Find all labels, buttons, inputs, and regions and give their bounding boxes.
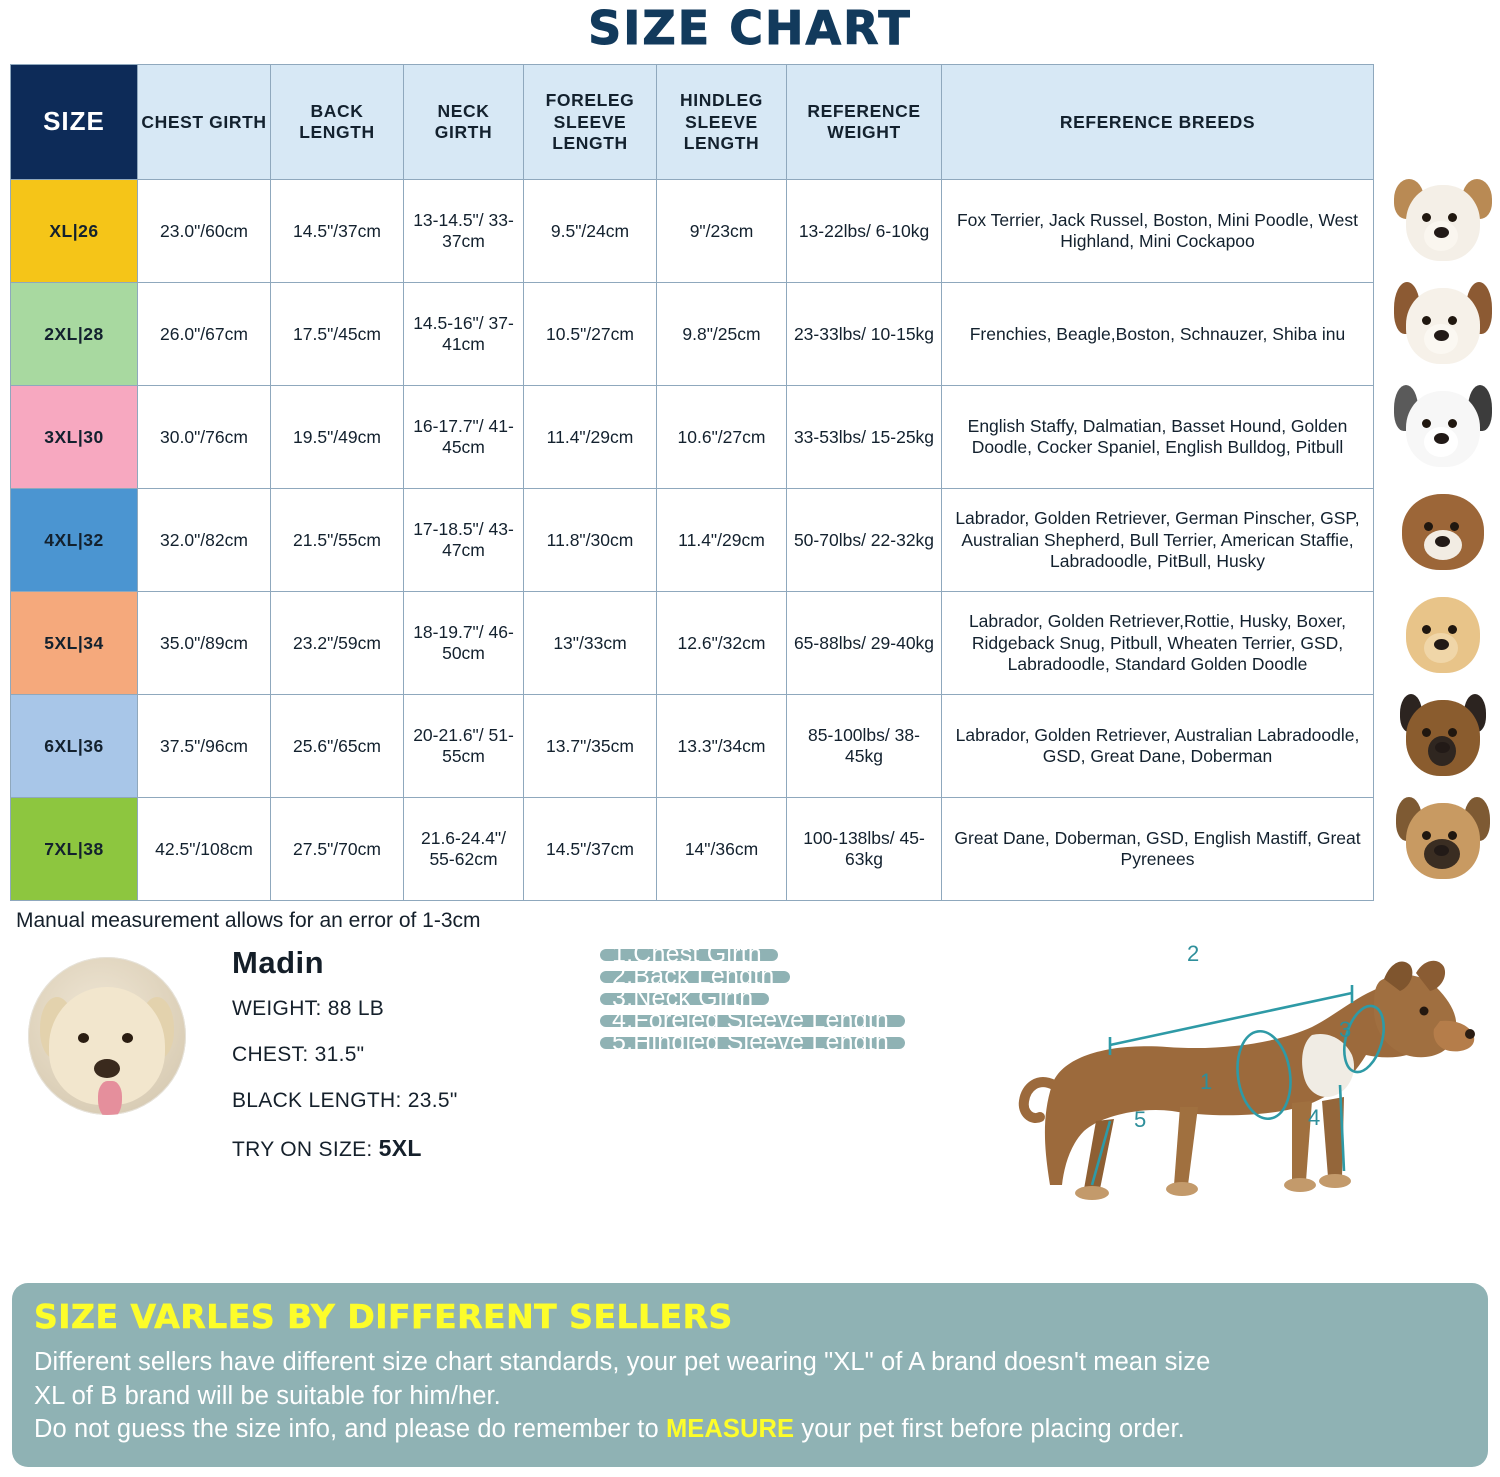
breed-photo-jack-russell-terrier (1388, 177, 1498, 265)
cell-weight: 100-138lbs/ 45-63kg (787, 798, 942, 901)
cell-neck: 13-14.5"/ 33-37cm (404, 180, 524, 283)
column-header-reference-weight: REFERENCE WEIGHT (787, 65, 942, 180)
measurement-diagram (992, 935, 1492, 1235)
column-header-back-length: BACK LENGTH (271, 65, 404, 180)
try-on-size-value: 5XL (378, 1135, 422, 1162)
cell-breeds: Frenchies, Beagle,Boston, Schnauzer, Shiba inu (942, 283, 1374, 386)
cell-breeds: English Staffy, Dalmatian, Basset Hound, Golden Doodle, Cocker Spaniel, English Bulldog, Pitbull (942, 386, 1374, 489)
cell-back: 27.5"/70cm (271, 798, 404, 901)
cell-hindleg: 14"/36cm (657, 798, 787, 901)
cell-hindleg: 9"/23cm (657, 180, 787, 283)
cell-breeds: Fox Terrier, Jack Russel, Boston, Mini Poodle, West Highland, Mini Cockapoo (942, 180, 1374, 283)
cell-size: XL|26 (11, 180, 138, 283)
model-dog-avatar (28, 957, 186, 1115)
cell-hindleg: 9.8"/25cm (657, 283, 787, 386)
diagram-number-5: 5 (1134, 1107, 1147, 1133)
cell-size: 3XL|30 (11, 386, 138, 489)
model-back-length: BLACK LENGTH: 23.5" (232, 1089, 458, 1113)
diagram-number-3: 3 (1339, 1017, 1352, 1043)
cell-breeds: Labrador, Golden Retriever,Rottie, Husky, Boxer, Ridgeback Snug, Pitbull, Wheaten Terrier, GSD, Labradoodle, Standard Golden Doodle (942, 592, 1374, 695)
breed-photo-great-dane (1388, 795, 1498, 883)
table-row (11, 283, 1374, 386)
cell-weight: 65-88lbs/ 29-40kg (787, 592, 942, 695)
legend-item-foreleg-sleeve-length: 4.Foreleg Sleeve Length (600, 1015, 905, 1027)
cell-size: 2XL|28 (11, 283, 138, 386)
page-title: SIZE CHART (588, 1, 912, 55)
table-row (11, 180, 1374, 283)
cell-neck: 18-19.7"/ 46-50cm (404, 592, 524, 695)
legend-item-back-length: 2.Back Length (600, 971, 790, 983)
legend-item-hindleg-sleeve-length: 5.Hindleg Sleeve Length (600, 1037, 905, 1049)
cell-back: 17.5"/45cm (271, 283, 404, 386)
model-and-legend-section (0, 935, 1500, 1245)
cell-weight: 33-53lbs/ 15-25kg (787, 386, 942, 489)
try-on-label: TRY ON SIZE: (232, 1138, 373, 1162)
cell-neck: 21.6-24.4"/ 55-62cm (404, 798, 524, 901)
cell-foreleg: 9.5"/24cm (524, 180, 657, 283)
table-row (11, 386, 1374, 489)
model-info (232, 945, 458, 1184)
cell-neck: 16-17.7"/ 41-45cm (404, 386, 524, 489)
seller-size-warning-banner (12, 1283, 1488, 1467)
model-name: Madin (232, 945, 325, 981)
banner-measure-highlight: MEASURE (665, 1415, 795, 1444)
breed-photo-beagle (1388, 280, 1498, 368)
cell-chest: 23.0"/60cm (138, 180, 271, 283)
cell-size: 5XL|34 (11, 592, 138, 695)
table-row (11, 592, 1374, 695)
breed-photo-dalmatian (1388, 383, 1498, 471)
cell-foreleg: 13"/33cm (524, 592, 657, 695)
banner-line-1: Different sellers have different size chart standards, your pet wearing "XL" of A brand doesn't mean size (34, 1348, 1211, 1377)
model-weight: WEIGHT: 88 LB (232, 997, 385, 1021)
cell-chest: 26.0"/67cm (138, 283, 271, 386)
cell-weight: 50-70lbs/ 22-32kg (787, 489, 942, 592)
banner-line-3 (34, 1413, 1466, 1447)
cell-hindleg: 12.6"/32cm (657, 592, 787, 695)
breed-thumbnail-column (1388, 177, 1500, 898)
cell-size: 7XL|38 (11, 798, 138, 901)
banner-line-3-suffix: your pet first before placing order. (794, 1415, 1185, 1444)
cell-size: 6XL|36 (11, 695, 138, 798)
legend-item-neck-girth: 3.Neck Girth (600, 993, 769, 1005)
measurement-legend (600, 940, 905, 1059)
cell-breeds: Labrador, Golden Retriever, Australian Labradoodle, GSD, Great Dane, Doberman (942, 695, 1374, 798)
banner-line-3-prefix: Do not guess the size info, and please do remember to (34, 1415, 666, 1444)
cell-back: 19.5"/49cm (271, 386, 404, 489)
model-chest: CHEST: 31.5" (232, 1043, 365, 1067)
column-header-reference-breeds: REFERENCE BREEDS (942, 65, 1374, 180)
cell-foreleg: 11.4"/29cm (524, 386, 657, 489)
cell-weight: 85-100lbs/ 38-45kg (787, 695, 942, 798)
cell-chest: 42.5"/108cm (138, 798, 271, 901)
size-chart-table (10, 64, 1374, 901)
cell-hindleg: 10.6"/27cm (657, 386, 787, 489)
table-header-row (11, 65, 1374, 180)
cell-back: 25.6"/65cm (271, 695, 404, 798)
diagram-number-1: 1 (1200, 1069, 1213, 1095)
model-try-on (232, 1135, 458, 1162)
cell-size: 4XL|32 (11, 489, 138, 592)
cell-foreleg: 14.5"/37cm (524, 798, 657, 901)
cell-back: 23.2"/59cm (271, 592, 404, 695)
cell-back: 14.5"/37cm (271, 180, 404, 283)
manual-measurement-note: Manual measurement allows for an error of 1-3cm (16, 909, 481, 933)
banner-line-2: XL of B brand will be suitable for him/her. (34, 1381, 501, 1410)
breed-photo-golden-retriever (1388, 589, 1498, 677)
cell-back: 21.5"/55cm (271, 489, 404, 592)
cell-chest: 32.0"/82cm (138, 489, 271, 592)
diagram-number-2: 2 (1187, 941, 1200, 967)
cell-chest: 37.5"/96cm (138, 695, 271, 798)
cell-hindleg: 13.3"/34cm (657, 695, 787, 798)
legend-item-chest-girth: 1.Chest Girth (600, 949, 778, 961)
table-row (11, 489, 1374, 592)
cell-neck: 20-21.6"/ 51-55cm (404, 695, 524, 798)
cell-chest: 35.0"/89cm (138, 592, 271, 695)
dog-measurement-illustration (992, 935, 1492, 1235)
table-row (11, 695, 1374, 798)
column-header-size: SIZE (11, 65, 138, 180)
column-header-chest-girth: CHEST GIRTH (138, 65, 271, 180)
diagram-number-4: 4 (1308, 1105, 1321, 1131)
cell-neck: 17-18.5"/ 43-47cm (404, 489, 524, 592)
cell-breeds: Labrador, Golden Retriever, German Pinscher, GSP, Australian Shepherd, Bull Terrier, American Staffie, Labradoodle, PitBull, Husky (942, 489, 1374, 592)
breed-photo-american-staffordshire-terrier (1388, 486, 1498, 574)
size-chart-table-wrap (10, 64, 1490, 901)
table-row (11, 798, 1374, 901)
cell-foreleg: 13.7"/35cm (524, 695, 657, 798)
cell-foreleg: 11.8"/30cm (524, 489, 657, 592)
column-header-hindleg-sleeve-length: HINDLEG SLEEVE LENGTH (657, 65, 787, 180)
cell-chest: 30.0"/76cm (138, 386, 271, 489)
cell-breeds: Great Dane, Doberman, GSD, English Mastiff, Great Pyrenees (942, 798, 1374, 901)
column-header-neck-girth: NECK GIRTH (404, 65, 524, 180)
cell-neck: 14.5-16"/ 37-41cm (404, 283, 524, 386)
banner-title: SIZE VARLES BY DIFFERENT SELLERS (34, 1297, 733, 1337)
cell-foreleg: 10.5"/27cm (524, 283, 657, 386)
cell-hindleg: 11.4"/29cm (657, 489, 787, 592)
cell-weight: 13-22lbs/ 6-10kg (787, 180, 942, 283)
cell-weight: 23-33lbs/ 10-15kg (787, 283, 942, 386)
column-header-foreleg-sleeve-length: FORELEG SLEEVE LENGTH (524, 65, 657, 180)
breed-photo-german-shepherd (1388, 692, 1498, 780)
